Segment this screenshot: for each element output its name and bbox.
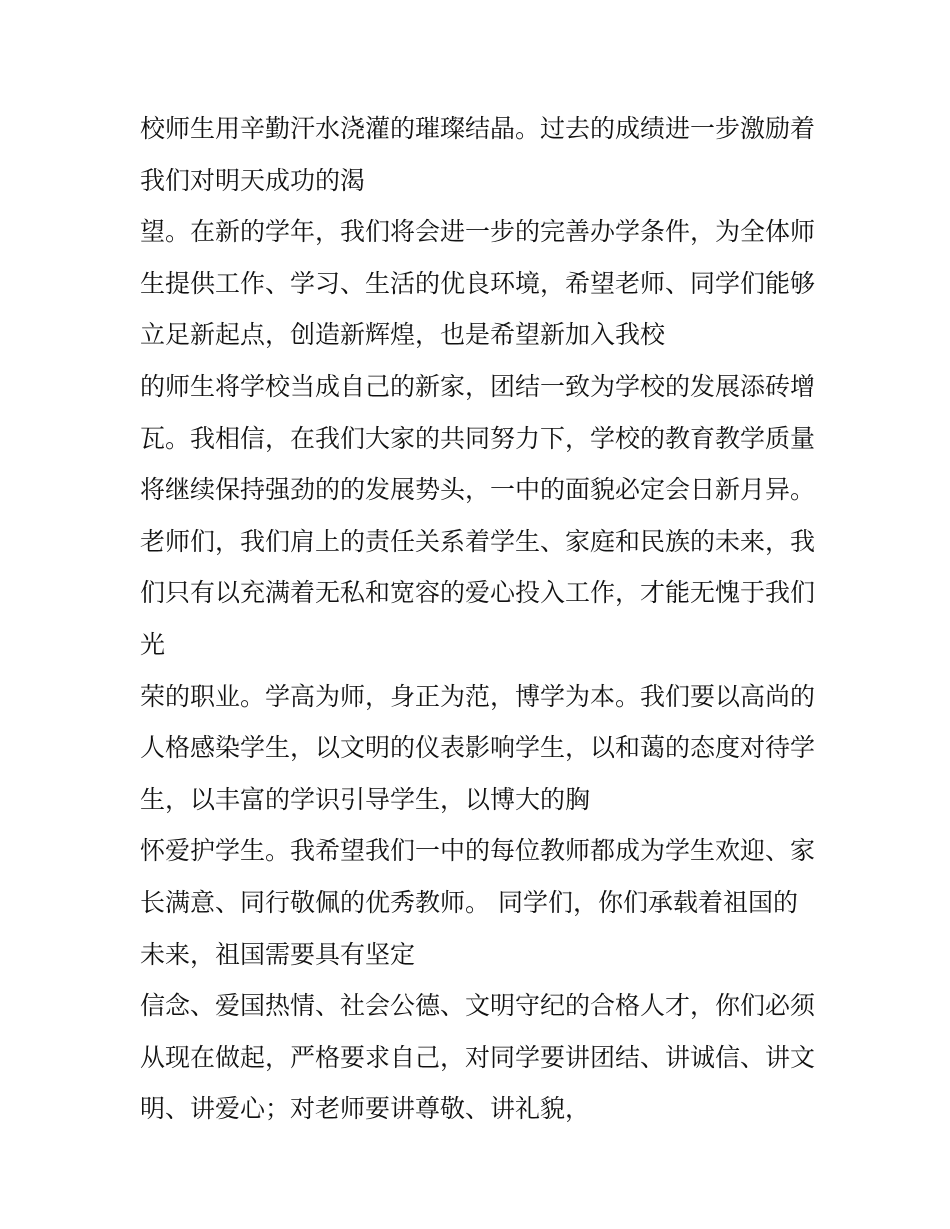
- text-line: 长满意、同行敬佩的优秀教师。 同学们，你们承载着祖国的: [140, 887, 798, 917]
- text-line: 生提供工作、学习、生活的优良环境，希望老师、同学们能够: [140, 268, 816, 298]
- text-line: 将继续保持强劲的的发展势头，一中的面貌必定会日新月异。: [140, 475, 816, 505]
- text-line: 们只有以充满着无私和宽容的爱心投入工作，才能无愧于我们: [140, 578, 816, 608]
- text-line: 信念、爱国热情、社会公德、文明守纪的合格人才，你们必须: [140, 991, 816, 1021]
- text-line: 生，以丰富的学识引导学生，以博大的胸: [140, 784, 591, 814]
- text-line: 瓦。我相信，在我们大家的共同努力下，学校的教育教学质量: [140, 423, 816, 453]
- text-line: 望。在新的学年，我们将会进一步的完善办学条件，为全体师: [140, 217, 816, 247]
- text-line: 怀爱护学生。我希望我们一中的每位教师都成为学生欢迎、家: [140, 836, 816, 866]
- text-line: 的师生将学校当成自己的新家，团结一致为学校的发展添砖增: [140, 371, 816, 401]
- document-body: [140, 103, 820, 1135]
- text-line: 光: [140, 629, 166, 659]
- text-line: 未来，祖国需要具有坚定: [140, 939, 416, 969]
- text-line: 立足新起点，创造新辉煌，也是希望新加入我校: [140, 320, 666, 350]
- text-line: 荣的职业。学高为师，身正为范，博学为本。我们要以高尚的: [140, 681, 816, 711]
- text-line: 老师们，我们肩上的责任关系着学生、家庭和民族的未来，我: [140, 526, 816, 556]
- text-line: 校师生用辛勤汗水浇灌的璀璨结晶。过去的成绩进一步激励着: [140, 114, 816, 143]
- text-line: 从现在做起，严格要求自己，对同学要讲团结、讲诚信、讲文: [140, 1042, 816, 1072]
- text-line: 人格感染学生，以文明的仪表影响学生，以和蔼的态度对待学: [140, 733, 816, 763]
- text-line: 明、讲爱心；对老师要讲尊敬、讲礼貌，: [140, 1094, 591, 1124]
- text-line: 我们对明天成功的渴: [140, 165, 366, 195]
